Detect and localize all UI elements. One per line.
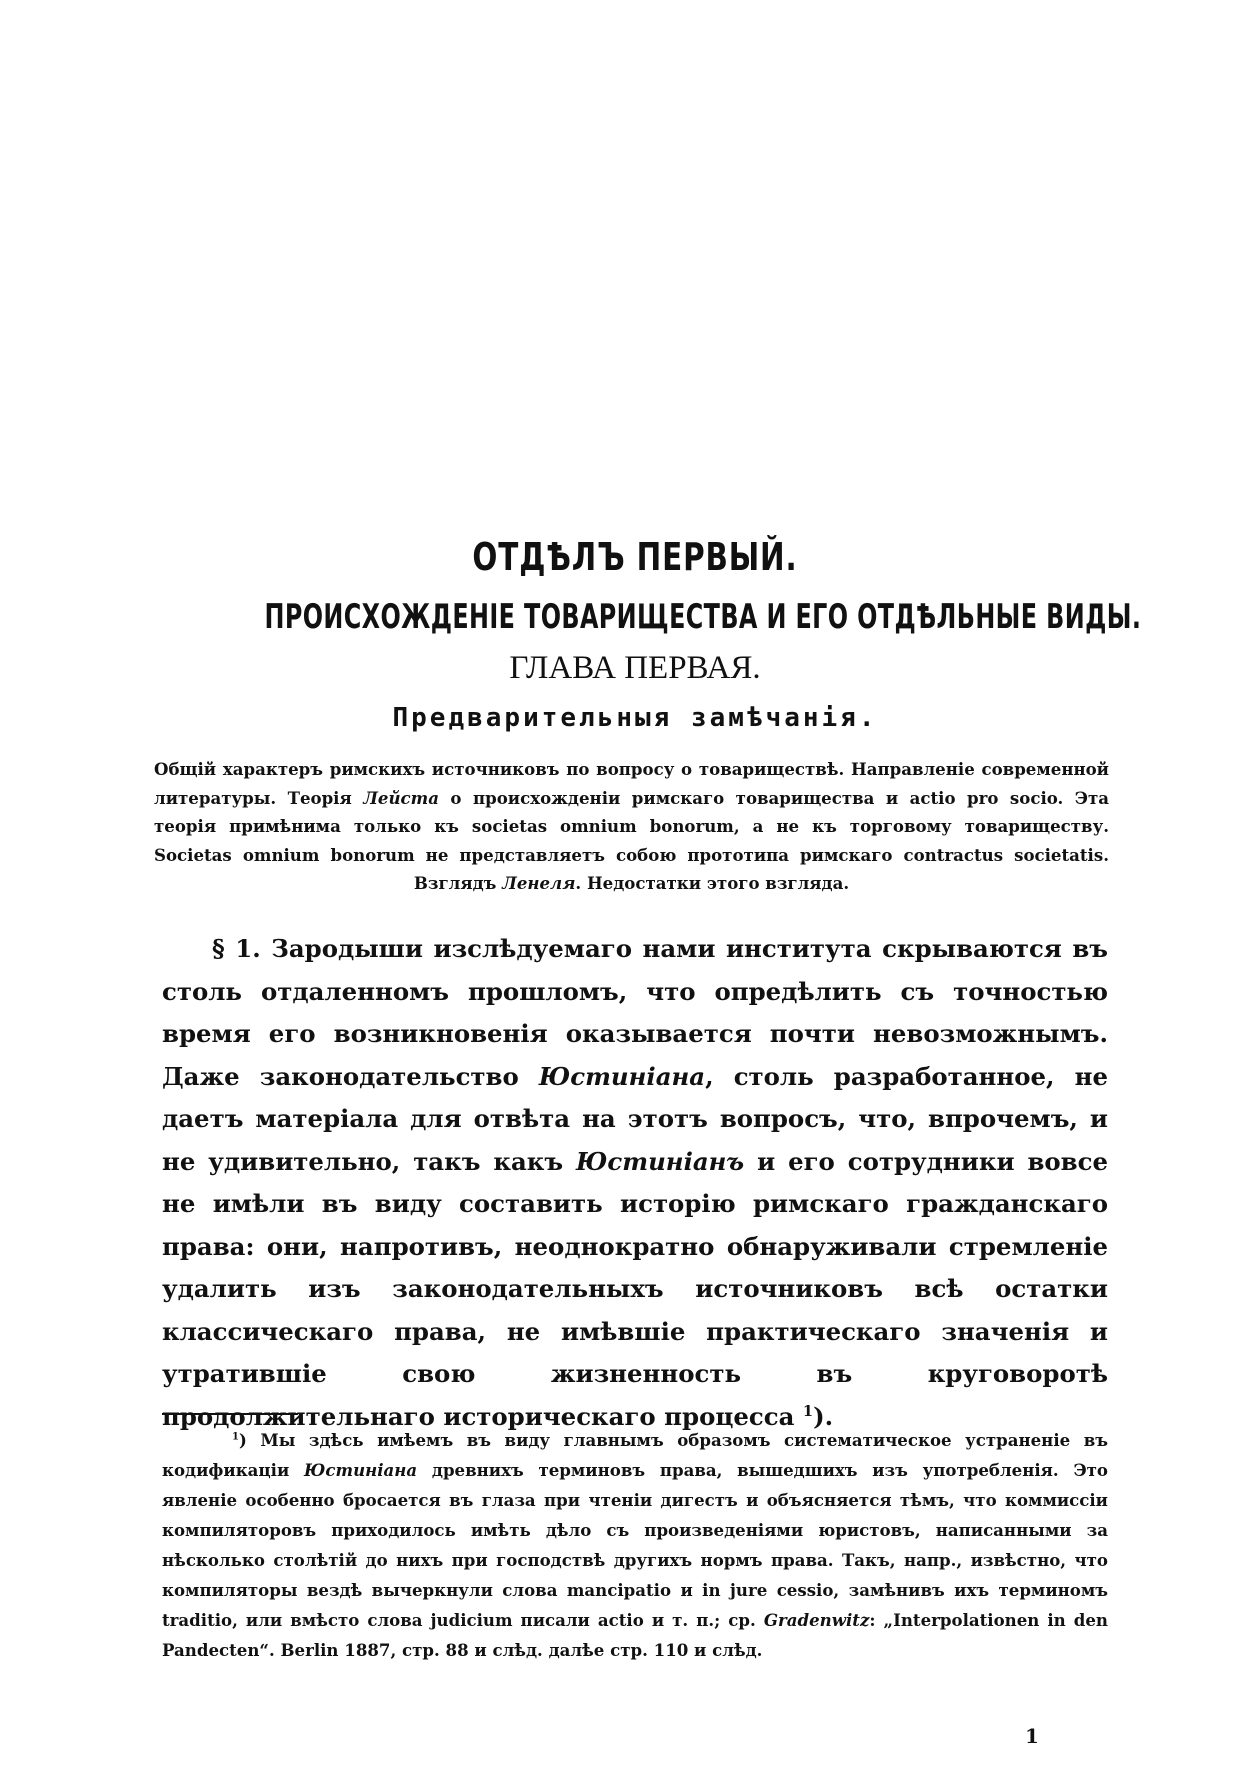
chapter-summary: Общiй характеръ римскихъ источниковъ по вопросу о товариществѣ. Направленiе современной литературы. Теорiя Лейста о происхожденiи римскаго товарищества и actio pro socio. Эта теорiя примѣнима только къ societas omnium bonorum, а не къ торговому товариществу. Societas omnium bonorum не представляетъ собою прототипа римскаго contractus societatis. Взглядъ Ленеля. Недостатки этого взгляда.: [154, 759, 1110, 893]
author-name: Gradenwitz: [763, 1610, 870, 1630]
part-subtitle: ПРОИСХОЖДЕНIЕ ТОВАРИЩЕСТВА И ЕГО ОТДѢЛЬНЫЕ ВИДЫ.: [264, 597, 1142, 637]
author-name: Лейста: [363, 787, 439, 808]
emperor-name: Юстинiана: [538, 1061, 706, 1091]
chapter-subtitle: Предварительныя замѣчанiя.: [392, 703, 878, 733]
footnote: $^1$) Мы здѣсь имѣемъ въ виду главнымъ образомъ систематическое устраненiе въ кодификацiи Юстинiана древнихъ терминовъ права, вышедшихъ изъ употребленiя. Это явленiе особенно бросается въ глаза при чтенiи дигестъ и объясняется тѣмъ, что коммиссiи компиляторовъ приходилось имѣть дѣло съ произведенiями юристовъ, написанными за нѣсколько столѣтiй до нихъ при господствѣ другихъ нормъ права. Такъ, напр., извѣстно, что компиляторы вездѣ вычеркнули слова mancipatio и in jure cessio, замѣнивъ ихъ терминомъ traditio, или вмѣсто слова judicium писали actio и т. п.; ср. Gradenwitz: „Interpolationen in den Pandecten“. Berlin 1887, стр. 88 и слѣд. далѣе стр. 110 и слѣд.: [162, 1430, 1108, 1660]
part-title: ОТДѢЛЪ ПЕРВЫЙ.: [472, 535, 798, 579]
chapter-title: ГЛАВА ПЕРВАЯ.: [509, 650, 761, 686]
footnote-marker: 1: [232, 1431, 239, 1443]
headings: [160, 532, 1142, 736]
footnote-reference: 1: [802, 1402, 814, 1420]
page-number: 1: [1025, 1724, 1039, 1748]
emperor-name: Юстинiанъ: [576, 1146, 745, 1176]
author-name: Ленеля: [502, 873, 576, 893]
footnote-divider: [162, 1413, 298, 1415]
section-paragraph: § 1. Зародыши изслѣдуемаго нами института скрываются въ столь отдаленномъ прошломъ, что опредѣлить съ точностью время его возникновенiя оказывается почти невозможнымъ. Даже законодательство Юстинiана, столь разработанное, не даетъ матерiала для отвѣта на этотъ вопросъ, что, впрочемъ, и не удивительно, такъ какъ Юстинiанъ и его сотрудники вовсе не имѣли въ виду составить исторiю римскаго гражданскаго права: они, напротивъ, неоднократно обнаруживали стремленiе удалить изъ законодательныхъ источниковъ всѣ остатки классическаго права, не имѣвшiе практическаго значенiя и утратившiе свою жизненность въ круговоротѣ продолжительнаго историческаго процесса $^1$).: [162, 934, 1108, 1431]
emperor-name: Юстинiана: [304, 1460, 418, 1480]
